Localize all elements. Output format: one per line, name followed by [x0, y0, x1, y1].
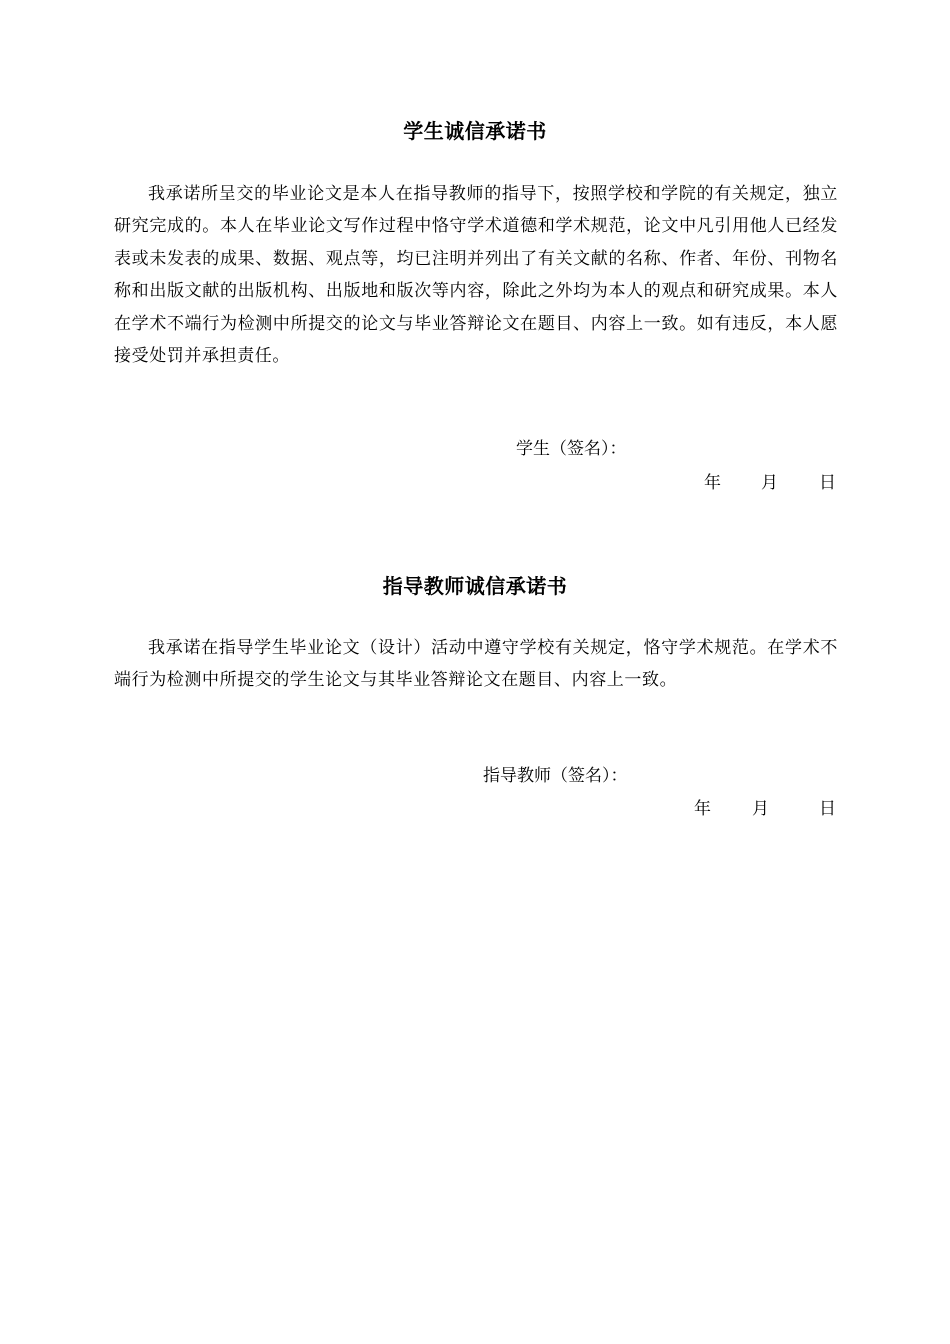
advisor-signature-date: [0, 797, 950, 821]
date-day-label: 日: [819, 473, 836, 493]
date-month-label: 月: [752, 799, 769, 819]
student-pledge-title: 学生诚信承诺书: [403, 119, 547, 143]
advisor-signature-label: 指导教师（签名）：: [483, 766, 628, 786]
date-month-label: 月: [761, 473, 778, 493]
advisor-pledge-title: 指导教师诚信承诺书: [382, 574, 568, 598]
student-signature-date: [0, 471, 950, 495]
student-signature-label: 学生（签名）：: [516, 439, 627, 459]
date-year-label: 年: [704, 473, 721, 493]
student-pledge-body: 我承诺所呈交的毕业论文是本人在指导教师的指导下，按照学校和学院的有关规定，独立研究完成的。本人在毕业论文写作过程中恪守学术道德和学术规范，论文中凡引用他人已经发表或未发表的成果、数据、观点等，均已注明并列出了有关文献的名称、作者、年份、刊物名称和出版文献的出版机构、出版地和版次等内容，除此之外均为本人的观点和研究成果。本人在学术不端行为检测中所提交的论文与毕业答辩论文在题目、内容上一致。如有违反，本人愿接受处罚并承担责任。: [114, 184, 838, 367]
date-day-label: 日: [819, 799, 836, 819]
advisor-pledge-body: 我承诺在指导学生毕业论文（设计）活动中遵守学校有关规定，恪守学术规范。在学术不端行为检测中所提交的学生论文与其毕业答辩论文在题目、内容上一致。: [114, 638, 838, 691]
date-year-label: 年: [694, 799, 711, 819]
